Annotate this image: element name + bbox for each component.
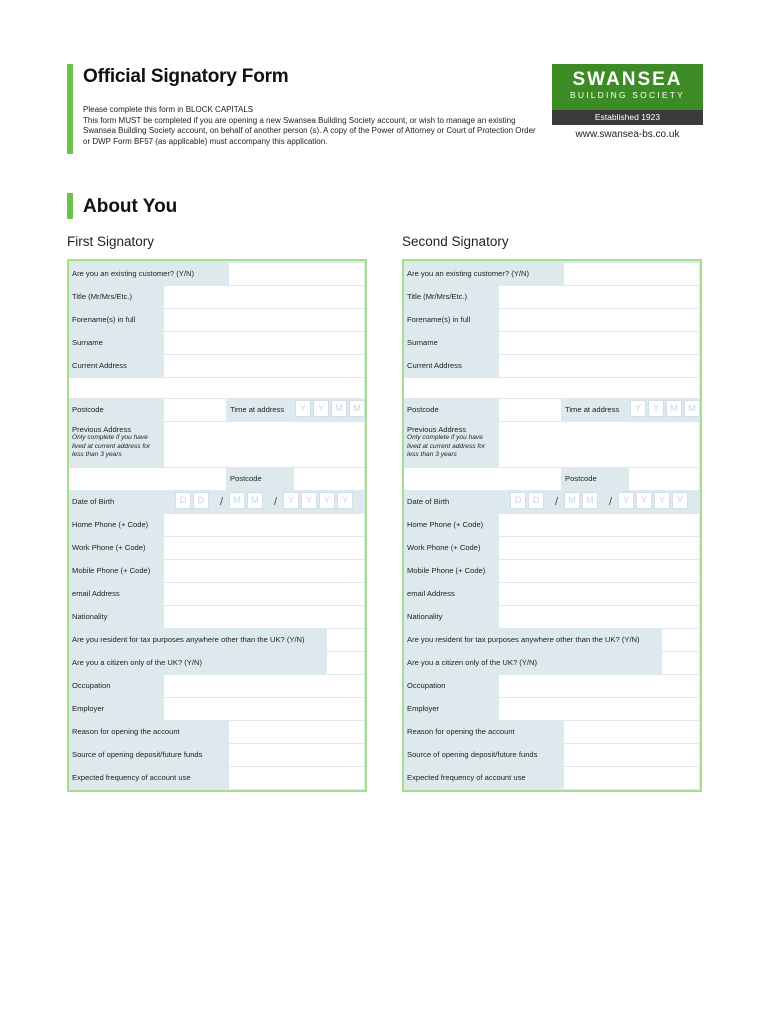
current-address-input[interactable] — [164, 355, 364, 377]
current-address-line-2-input[interactable] — [69, 378, 364, 398]
dob-separator: / — [220, 495, 224, 508]
title-label: Title (Mr/Mrs/Etc.) — [72, 292, 133, 301]
time-at-address-digits — [295, 400, 365, 417]
source-of-funds-label: Source of opening deposit/future funds — [407, 750, 538, 759]
website-link[interactable]: www.swansea-bs.co.uk — [575, 129, 680, 140]
source-of-funds-row — [69, 743, 365, 766]
source-of-funds-row — [404, 743, 700, 766]
source-of-funds-input[interactable] — [229, 744, 364, 766]
citizen-label: Are you a citizen only of the UK? (Y/N) — [72, 658, 202, 667]
postcode-input[interactable] — [164, 399, 226, 421]
previous-address-label — [69, 421, 164, 467]
occupation-input[interactable] — [164, 675, 364, 697]
dob-day-digit[interactable]: D — [510, 492, 526, 509]
first-signatory-form — [67, 259, 367, 792]
home-phone-input[interactable] — [499, 514, 699, 536]
swansea-logo — [552, 64, 703, 125]
forenames-label: Forename(s) in full — [72, 315, 136, 324]
mobile-phone-label: Mobile Phone (+ Code) — [72, 566, 151, 575]
citizen-label: Are you a citizen only of the UK? (Y/N) — [407, 658, 537, 667]
surname-input[interactable] — [164, 332, 364, 354]
postcode-input[interactable] — [499, 399, 561, 421]
email-address-input[interactable] — [499, 583, 699, 605]
logo-mark — [552, 64, 703, 110]
intro-text — [83, 105, 543, 147]
second-signatory-heading: Second Signatory — [402, 234, 509, 249]
reason-for-opening-label: Reason for opening the account — [407, 727, 515, 736]
occupation-row — [69, 674, 365, 697]
nationality-label: Nationality — [72, 612, 108, 621]
section-title: About You — [83, 196, 178, 217]
account-use-frequency-input[interactable] — [564, 767, 699, 789]
date-of-birth-row — [69, 490, 365, 513]
time-at-address-digit[interactable]: Y — [295, 400, 311, 417]
intro-instruction: Please complete this form in BLOCK CAPITALS — [83, 105, 254, 114]
dob-month-digit[interactable]: M — [247, 492, 263, 509]
previous-address-row — [69, 421, 365, 467]
existing-customer-input[interactable] — [564, 263, 699, 285]
previous-postcode-input[interactable] — [294, 468, 364, 490]
current-address-row — [69, 354, 365, 377]
source-of-funds-input[interactable] — [564, 744, 699, 766]
previous-address-input[interactable] — [499, 422, 699, 467]
email-address-row — [69, 582, 365, 605]
tax-resident-label: Are you resident for tax purposes anywhere other than the UK? (Y/N) — [407, 635, 640, 644]
dob-day-digits — [175, 492, 209, 509]
page-title: Official Signatory Form — [83, 66, 289, 87]
occupation-input[interactable] — [499, 675, 699, 697]
dob-month-digit[interactable]: M — [582, 492, 598, 509]
dob-year-digit[interactable]: Y — [337, 492, 353, 509]
time-at-address-digits — [630, 400, 700, 417]
email-address-label: email Address — [407, 589, 455, 598]
surname-label: Surname — [72, 338, 103, 347]
mobile-phone-row — [69, 559, 365, 582]
citizen-input[interactable] — [662, 652, 699, 674]
dob-month-digits — [564, 492, 598, 509]
employer-row — [69, 697, 365, 720]
current-address-row — [404, 354, 700, 377]
home-phone-label: Home Phone (+ Code) — [72, 520, 149, 529]
nationality-input[interactable] — [499, 606, 699, 628]
title-row — [404, 285, 700, 308]
existing-customer-row — [69, 262, 365, 285]
tax-resident-input[interactable] — [662, 629, 699, 651]
existing-customer-label: Are you an existing customer? (Y/N) — [407, 269, 529, 278]
time-at-address-label: Time at address — [565, 405, 620, 414]
previous-postcode-row — [404, 467, 700, 490]
email-address-label: email Address — [72, 589, 120, 598]
dob-month-digit[interactable]: M — [564, 492, 580, 509]
forenames-row — [404, 308, 700, 331]
intro-body: This form MUST be completed if you are opening a new Swansea Building Society account, or wish to manage an existing Swansea Building Society account, on behalf of another person (s). A copy of the Power of Attorney or Court of Protection Order or DWP Form BF57 (as applicable) must accompany this application. — [83, 115, 536, 146]
mobile-phone-label: Mobile Phone (+ Code) — [407, 566, 486, 575]
account-use-frequency-row — [69, 766, 365, 789]
email-address-row — [404, 582, 700, 605]
current-address-input[interactable] — [499, 355, 699, 377]
dob-year-digit[interactable]: Y — [618, 492, 634, 509]
source-of-funds-label: Source of opening deposit/future funds — [72, 750, 203, 759]
dob-year-digits — [283, 492, 353, 509]
occupation-label: Occupation — [407, 681, 446, 690]
time-at-address-digit[interactable]: M — [349, 400, 365, 417]
work-phone-input[interactable] — [164, 537, 364, 559]
previous-postcode-row — [69, 467, 365, 490]
dob-separator: / — [274, 495, 278, 508]
dob-day-digit[interactable]: D — [193, 492, 209, 509]
current-address-line-2-row — [69, 377, 365, 398]
citizen-row — [404, 651, 700, 674]
tax-resident-row — [69, 628, 365, 651]
current-address-label: Current Address — [72, 361, 127, 370]
dob-day-digits — [510, 492, 544, 509]
dob-month-digit[interactable]: M — [229, 492, 245, 509]
employer-input[interactable] — [164, 698, 364, 720]
occupation-label: Occupation — [72, 681, 111, 690]
previous-address-note: Only complete if you have lived at current address for less than 3 years — [72, 434, 151, 458]
previous-address-label-text: Previous Address — [407, 425, 467, 434]
dob-year-digits — [618, 492, 688, 509]
second-signatory-form — [402, 259, 702, 792]
surname-row — [69, 331, 365, 354]
previous-address-input[interactable] — [164, 422, 364, 467]
reason-for-opening-row — [404, 720, 700, 743]
nationality-row — [404, 605, 700, 628]
account-use-frequency-row — [404, 766, 700, 789]
tax-resident-input[interactable] — [327, 629, 364, 651]
dob-year-digit[interactable]: Y — [654, 492, 670, 509]
employer-label: Employer — [72, 704, 105, 713]
previous-postcode-label: Postcode — [565, 474, 597, 483]
existing-customer-input[interactable] — [229, 263, 364, 285]
logo-established: Established 1923 — [552, 110, 703, 125]
account-use-frequency-label: Expected frequency of account use — [407, 773, 526, 782]
nationality-row — [69, 605, 365, 628]
mobile-phone-row — [404, 559, 700, 582]
time-at-address-label: Time at address — [230, 405, 285, 414]
header-accent-bar — [67, 64, 73, 154]
work-phone-row — [404, 536, 700, 559]
surname-input[interactable] — [499, 332, 699, 354]
dob-year-digit[interactable]: Y — [636, 492, 652, 509]
dob-separator: / — [609, 495, 613, 508]
date-of-birth-label: Date of Birth — [407, 497, 450, 506]
logo-subtitle: BUILDING SOCIETY — [569, 90, 686, 100]
postcode-label: Postcode — [407, 405, 439, 414]
dob-separator: / — [555, 495, 559, 508]
previous-postcode-input[interactable] — [629, 468, 699, 490]
occupation-row — [404, 674, 700, 697]
time-at-address-digit[interactable]: M — [666, 400, 682, 417]
postcode-row — [69, 398, 365, 421]
citizen-input[interactable] — [327, 652, 364, 674]
previous-address-note: Only complete if you have lived at current address for less than 3 years — [407, 434, 486, 458]
mobile-phone-input[interactable] — [164, 560, 364, 582]
postcode-row — [404, 398, 700, 421]
time-at-address-digit[interactable]: M — [684, 400, 700, 417]
dob-year-digit[interactable]: Y — [319, 492, 335, 509]
existing-customer-row — [404, 262, 700, 285]
title-row — [69, 285, 365, 308]
forenames-input[interactable] — [499, 309, 699, 331]
forenames-label: Forename(s) in full — [407, 315, 471, 324]
reason-for-opening-input[interactable] — [229, 721, 364, 743]
dob-year-digit[interactable]: Y — [283, 492, 299, 509]
employer-row — [404, 697, 700, 720]
account-use-frequency-label: Expected frequency of account use — [72, 773, 191, 782]
time-at-address-digit[interactable]: Y — [648, 400, 664, 417]
work-phone-row — [69, 536, 365, 559]
reason-for-opening-row — [69, 720, 365, 743]
home-phone-label: Home Phone (+ Code) — [407, 520, 484, 529]
email-address-input[interactable] — [164, 583, 364, 605]
dob-day-digit[interactable]: D — [175, 492, 191, 509]
mobile-phone-input[interactable] — [499, 560, 699, 582]
previous-postcode-label: Postcode — [230, 474, 262, 483]
dob-month-digits — [229, 492, 263, 509]
date-of-birth-label: Date of Birth — [72, 497, 115, 506]
previous-address-label — [404, 421, 499, 467]
forenames-row — [69, 308, 365, 331]
nationality-input[interactable] — [164, 606, 364, 628]
existing-customer-label: Are you an existing customer? (Y/N) — [72, 269, 194, 278]
home-phone-row — [69, 513, 365, 536]
title-label: Title (Mr/Mrs/Etc.) — [407, 292, 468, 301]
work-phone-label: Work Phone (+ Code) — [407, 543, 481, 552]
time-at-address-digit[interactable]: Y — [313, 400, 329, 417]
home-phone-input[interactable] — [164, 514, 364, 536]
nationality-label: Nationality — [407, 612, 443, 621]
employer-input[interactable] — [499, 698, 699, 720]
postcode-label: Postcode — [72, 405, 104, 414]
forenames-input[interactable] — [164, 309, 364, 331]
time-at-address-digit[interactable]: M — [331, 400, 347, 417]
surname-row — [404, 331, 700, 354]
logo-name: SWANSEA — [572, 69, 683, 90]
current-address-label: Current Address — [407, 361, 462, 370]
section-accent-bar — [67, 193, 73, 219]
account-use-frequency-input[interactable] — [229, 767, 364, 789]
previous-postcode-input[interactable] — [69, 468, 226, 490]
current-address-line-2-input[interactable] — [404, 378, 699, 398]
dob-day-digit[interactable]: D — [528, 492, 544, 509]
tax-resident-row — [404, 628, 700, 651]
employer-label: Employer — [407, 704, 440, 713]
dob-year-digit[interactable]: Y — [672, 492, 688, 509]
time-at-address-digit[interactable]: Y — [630, 400, 646, 417]
current-address-line-2-row — [404, 377, 700, 398]
date-of-birth-row — [404, 490, 700, 513]
tax-resident-label: Are you resident for tax purposes anywhere other than the UK? (Y/N) — [72, 635, 305, 644]
home-phone-row — [404, 513, 700, 536]
previous-address-label-text: Previous Address — [72, 425, 132, 434]
work-phone-label: Work Phone (+ Code) — [72, 543, 146, 552]
citizen-row — [69, 651, 365, 674]
dob-year-digit[interactable]: Y — [301, 492, 317, 509]
title-input[interactable] — [164, 286, 364, 308]
previous-address-row — [404, 421, 700, 467]
surname-label: Surname — [407, 338, 438, 347]
first-signatory-heading: First Signatory — [67, 234, 155, 249]
reason-for-opening-label: Reason for opening the account — [72, 727, 180, 736]
previous-postcode-input[interactable] — [404, 468, 561, 490]
reason-for-opening-input[interactable] — [564, 721, 699, 743]
title-input[interactable] — [499, 286, 699, 308]
work-phone-input[interactable] — [499, 537, 699, 559]
